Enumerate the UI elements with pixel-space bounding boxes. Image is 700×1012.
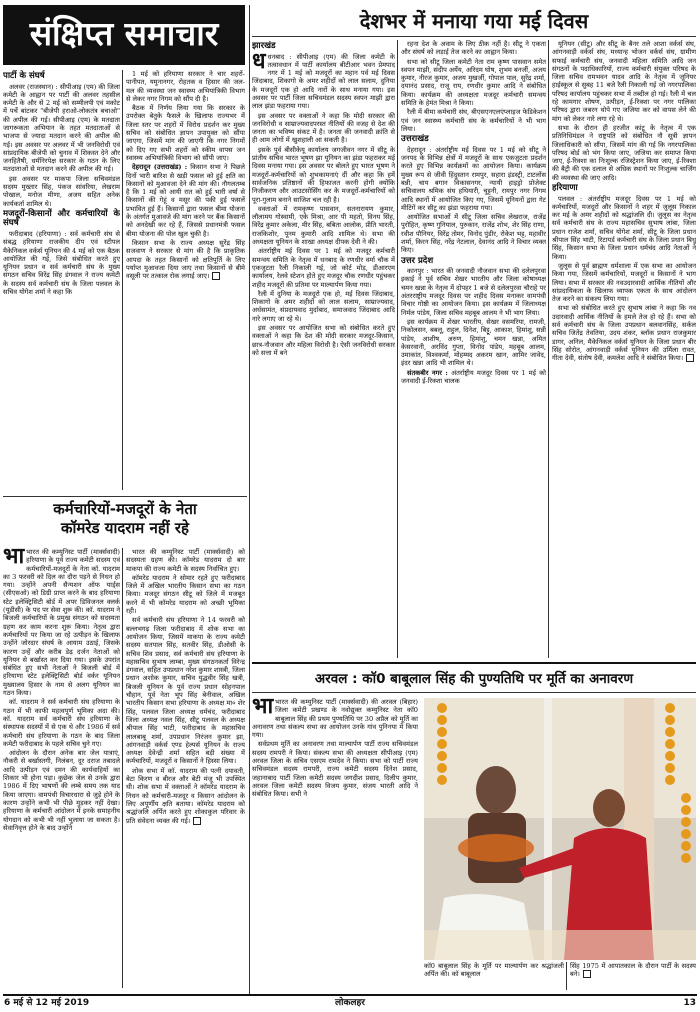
column-divider bbox=[566, 962, 567, 990]
masthead-title: संक्षिप्त समाचार bbox=[29, 14, 219, 53]
column-divider bbox=[397, 40, 398, 658]
main-col2-text6: कानपुर : भारत की जनवादी नौजवान सभा की दलेलपुरवा इकाई ने पूर्व सचिव शेखर भारतीय और जिला कोषाध्यक्ष चमन खन्ना के नेतृत्व में दोपहर 1 बजे से दलेलपुरवा चौराहे पर अंतरराष्ट्रीय मजदूर दिवस पर शहीद दिवस मनाकर वामपंथी विचार गोष्ठी का आयोजन किया। इस कार्यक्रम में जिलाध्यक्ष निर्मल पांडेय, जिला सचिव महबूब आलम ने भी भाग लिया। bbox=[401, 267, 546, 317]
brief-item2-text: फरीदाबाद (हरियाणा) : सर्व कर्मचारी संघ से संबद्ध हरियाणा राजकीय दीप एवं स्टीपल मैकेनिकल वर्कर्स यूनियन की 4 मई को एक बैठक आयोजित की गई, जिसे संबोधित करते हुए यूनियन प्रधान व सर्व कर्मचारी संघ के मुख्य संगठन सचिव विरेंद्र सिंह डंगवाल ने राज्य कमेटी के सदस्य सर्व कर्मचारी संघ के जिला पलवल के सचिव योगेश शर्मा ने कहा कि bbox=[3, 229, 120, 297]
yadram-headline-line1: कर्मचारियों-मजदूरों के नेता bbox=[53, 500, 197, 518]
arwal-top-rule bbox=[252, 662, 696, 664]
footer-paper-name: लोकलहर bbox=[335, 998, 365, 1008]
main-place-uttarakhand: उत्तराखंड bbox=[401, 134, 429, 145]
brief-column-1 bbox=[3, 70, 120, 490]
main-col1-text6: रैली में दुनिया के मजदूरो एक हो, मई दिवस जिंदाबाद, शिकागो के अमर शहीदों को लाल सलाम, साम्राज्यवाद, अर्धसामंत, संप्रदायवाद मुर्दाबाद, समाजवाद जिंदाबाद आदि नारे लगाए जा रहे थे। bbox=[252, 289, 395, 323]
column-divider bbox=[122, 70, 123, 490]
arwal-caption1-text: कॉ0 बाबूलाल सिंह के मूर्ति पर माल्यार्पण कर श्रद्धांजली अर्पित की। कॉ बाबूलाल bbox=[424, 962, 564, 979]
arwal-text2: सर्वप्रथम मूर्ति का अनावरण तथा माल्यार्पण पार्टी राज्य सचिवमंडल सदस्य रामपरी ने किया। संकल्प सभा की अध्यक्षता सीपीआइ (एम) अरवल जिला के सचिव एसएम रामदेव ने किया। सभा को पार्टी राज्य सचिवमंडल सदस्य रामपरी, राज्य कमेटी सदस्य दिनेश प्रसाद, जहानाबाद पार्टी जिला कमेटी सदस्य जगदीश प्रसाद, दिलीप कुमार, अरवल जिला कमेटी सदस्य विजय कुमार, संजय भारती आदि ने संबोधित किया। सभी ने bbox=[252, 740, 418, 799]
yadram-column-2 bbox=[126, 548, 245, 994]
main-col3-text1: यूनियन (सीटू) और सीटू के बैनर तले आशा वर्कर्स संघ, आंगनवाड़ी वर्कर्स संघ, मध्यान्ह भोजन वर्कर्स संघ, ग्रामीण सफाई कर्मचारी संघ, जनवादी महिला समिति आदि जन संगठनों के पदाधिकारियों, राज्य कर्मचारी संयुक्त परिषद के जिला सचिव रामभवन यादव आदि के नेतृत्व में जूनियर हाईस्कूल से सुबह 11 बजे रैली निकाली गई जो नगरपालिका परिषद कार्यालय पहुंचकर सभा में तब्दील हो गई। रैली में चल रहे कामगार शोषण, उत्पीड़न, ई-रिक्शा पर नगर पालिका परिषद द्वारा जबरन थोपे गए जजिया कर को वापस लेने की मांग को लेकर नारे लगा रहे थे। bbox=[552, 40, 696, 123]
section-divider bbox=[3, 496, 247, 497]
main-headline: देशभर में मनाया गया मई दिवस bbox=[359, 9, 589, 33]
main-col1-text4: वक्ताओं में रामकृष्ण पासवान, सतनारायण कुमार, लौलामय गोस्वामी, एके मिश्रा, आर पी महतो, विनय सिंह, विरेंद्र कुमार अकेला, मीर सिंह, बबिता आलोक, प्रीति भारती, राजकिशोर, पूनम कुमारी आदि शामिल थे। सभा की अध्यक्षता यूनियन के शाखा अध्यक्ष दीपक देवी ने की। bbox=[252, 204, 395, 247]
main-col3-text4: जुलूस से पूर्व ब्राह्मण धर्मशाला में एक सभा का आयोजन किया गया, जिसमें कर्मचारियों, मजदूरों व किसानों ने भाग लिया। सभा में सरकार की नवउदारवादी आर्थिक नीतियों और सांप्रदायिकता के खिलाफ व्यापक एकता के साथ आंदोलन तेज करने का संकल्प लिया गया। bbox=[552, 261, 696, 304]
yadram-col2: भारत की कम्युनिस्ट पार्टी (मार्क्सवादी) को सदस्यता ग्रहण की। कॉमरेड यादराम दो बार माकपा की राज्य कमेटी के सदस्य निर्वाचित हुए। bbox=[126, 548, 245, 573]
headline-rule bbox=[252, 36, 696, 37]
brief2-text1: 1 मई को हरियाणा सरकार ने चार शहरों-पानीपत, यमुनानगर, रोहतक व हिसार की जल-मल की व्यवस्था जन स्वास्थ्य अभियांत्रिकी विभाग से लेकर नगर निगम को सौंप दी है। bbox=[126, 70, 245, 103]
arwal-headline: अरवल : कॉ0 बाबूलाल सिंह की पुण्यतिथि पर मूर्ति का अनावरण bbox=[314, 671, 634, 687]
end-mark-icon bbox=[193, 817, 201, 825]
yadram-col1c: आंदोलन के दौरान अनेक बार जेल यात्राएं, नौकरी से बर्खास्तगी, निलंबन, दूर दराज तबादले आदि उत्पीड़न एवं दमन की कार्यवाहियों का शिकार भी होना पड़ा। कुछेक जेल से उनके द्वारा 1986 में दिए भाषणों की लम्बे समय तक याद किया जाएगा। वामपंथी विचारधारा से जुड़े होने के कारण उन्होंने कभी भी पीछे मुड़कर नहीं देखा। हरियाणा के कर्मचारी आंदोलन में इनके समाहनीय योगदान को कभी भी नहीं भुलाया जा सकता है। सेवानिवृत्त होने के बाद उन्होंने bbox=[3, 749, 120, 832]
arwal-caption-2 bbox=[570, 962, 696, 992]
arwal-headline-rule bbox=[252, 692, 696, 693]
arwal-caption2-text: सिंह 1975 में आपातकाल के दौरान पार्टी के सदस्य बने। bbox=[570, 962, 696, 979]
left-section-divider bbox=[249, 5, 250, 995]
main-place-santkabir: संतकबीर नगर : bbox=[407, 368, 448, 377]
arwal-dropcap: भा bbox=[252, 698, 274, 719]
brief-item1-heading: पार्टी के संघर्ष bbox=[3, 71, 45, 81]
yadram-col2b: कॉमरेड यादराम ने सोमार रहते हुए फरीदाबाद जिले में अखिल भारतीय किसान सभा का गठन किया। मजदूर संगठन सीटू को जिले में मजबूत करने में भी कॉमरेड यादराम को अच्छी भूमिका रही। bbox=[126, 573, 245, 616]
footer-date: 6 मई से 12 मई 2019 bbox=[4, 998, 90, 1008]
main-col3-text5: सभा को संबोधित करते हुए सुभाष लांबा ने कहा कि नव उदारवादी आर्थिक नीतियों के हमले तेज हो रहे हैं। सभा को सर्व कर्मचारी संघ के जिला उपप्रधान बलवानसिंह, सर्कल सचिव जितेंद्र तेवतिया, उदय शंकर, ब्लॉक प्रधान राजकुमार डागर, अनिल, मैकेनिकल वर्कर्स यूनियन के जिला प्रधान बीर सिंह सोरोत, आंगनवाड़ी वर्कर्स यूनियन की उर्मिला रावत, गीता देवी, संतोष देवी, कमलेश आदि ने संबोधित किया। bbox=[552, 304, 696, 363]
yadram-headline-box bbox=[3, 500, 247, 542]
main-col1-text2: इस अवसर पर वक्ताओं ने कहा कि मोदी सरकार की जनविरोधी व साम्राज्यवादपरस्त नीतियों की वजह से देश की जनता का भविष्य संकट में है। जनता की जनवादी क्रांति से ही आम लोगों में खुशहाली आ सकती है। bbox=[252, 111, 395, 145]
brief2-text2: बैठक में निर्णय लिया गया कि सरकार के उपरोक्त बेतुके फैसले के खिलाफ राज्यभर में जिला स्तर पर शहरों में विरोध प्रदर्शन कर मुख्य सचिव को संबोधित ज्ञापन उपायुक्त को सौंपा जाएगा, जिसमें मांग की जाएगी कि नगर निगमों को दिए गए सभी शहरों को स्कीम वापस जन स्वास्थ्य अभियांत्रिकी विभाग को सौंपी जाए। bbox=[126, 104, 245, 162]
main-column-3 bbox=[552, 40, 696, 660]
main-col2-text4: देहरादून : अंतर्राष्ट्रीय मई दिवस पर 1 मई को सीटू ने जनपद के विभिन्न क्षेत्रों में मजदूरों के साथ एकजुटता प्रदर्शन करते हुए विभिन्न कार्यक्रमों का आयोजन किया। कार्यक्रम मुख्य रूप से जीवी हिंदुस्तान रामपुर, सहारा इंडस्ट्री, टाटलोंस बन्नी, चाय बगान विकासनगर, न्यायी हाइड्रो प्रोजेक्ट सचिवालय श्रमिक संघ हथियारी, चुट्टनी, रायपुर नगर निगम आदि स्थानों में आयोजित किए गए, जिसमें यूनियनों द्वारा गेट मीटिंगें कर सीटू का झंडा फहराया गया। bbox=[401, 145, 546, 212]
end-mark-icon bbox=[583, 970, 591, 978]
main-col1-text7: इस अवसर पर आयोजित सभा को संबोधित करते हुए वक्ताओं ने कहा कि देश की मोदी सरकार मजदूर-किसान, छात्र-नौजवान और महिला विरोधी है। ऐसी जनविरोधी सरकार को सत्ता में बने bbox=[252, 324, 395, 357]
yadram-col1-text: भारत की कम्युनिस्ट पार्टी (मार्क्सवादी) हरियाणा के पूर्व राज्य कमेटी सदस्य एवं कर्मचारियों-मजदूरों के नेता कॉ. यादराम का 3 फरवरी को दिल का दौरा पड़ने से निधन हो गया। उन्होंने अपनी सैन्यशन ऑफ यार्ड्स (सीएसओ) को डिग्री प्राप्त करने के बाद हरियाणा स्टेट इलेक्ट्रिसिटी बोर्ड में अपर डिविजनल क्लर्क (यूडीसी) के पद पर सेवा शुरू की। कॉ. यादराम ने बिजली कर्मचारियों के प्रमुख संगठन को सदस्यता ग्रहण कर काम करना शुरू किया। नेतृत्व द्वारा कर्मचारियों पर किया जा रहे उत्पीड़न के खिलाफ उन्होंने जोरदार संघर्ष के आयाम उठाई, जिसके कारण उन्हें और करीब डेढ़ दर्जन नेताओं को यूनियन से बर्खास्त कर दिया गया। इसके उपरांत संबंधित हुए सभी नेताओं ने बिजली बोर्ड में हरियाणा स्टेट इलेक्ट्रिसिटी बोर्ड वर्कर यूनियन मुख्यालय हिसार के नाम से अलग यूनियन का गठन किया। bbox=[3, 548, 120, 698]
column-divider bbox=[548, 40, 549, 658]
brief-item2-heading: मजदूरों-किसानों और कर्मचारियों के संघर्ष bbox=[3, 208, 120, 229]
masthead-box bbox=[3, 5, 245, 65]
end-mark-icon bbox=[212, 272, 220, 280]
main-col3-text2: सभा के दौरान ही हरजीत कांटू के नेतृत्व में एक प्रतिनिधिमंडल ने राष्ट्रपति को संबोधित नौ सूत्री ज्ञापन जिलाधिकारी को सौंपा, जिसमें मांग की गई कि नगरपालिका परिषद बोर्ड को भंग किया जाए, जजिया कर समाप्त किया जाए, ई-रिक्शा का निःशुल्क रजिस्ट्रेशन किया जाए, ई-रिक्शा की बैट्री की एक दलाल से अधिक स्थानों पर निःशुल्क चार्जिंग की व्यवस्था की जाए आदि। bbox=[552, 123, 696, 182]
main-col2-text1: रहना देश के अवाम के लिए ठीक नहीं है। सीटू ने एकता और संघर्ष को लड़ाई तेज करने का आह्वान किया। bbox=[401, 40, 546, 57]
yadram-col2d: शोक सभा में कॉ. यादराम की पत्नी दयावती, बेटा किरण व बीरज और बेटी मंजू भी उपस्थित थी। शोक सभा में वक्ताओं ने कॉमरेड यादराम के निधन को कर्मचारी-मजदूर व किसान आंदोलन के लिए अपूर्णीय क्षति बताया। कॉमरेड यादराम को श्रद्धांजलि अर्पित करते हुए शोकाकुल परिवार के प्रति संवेदना व्यक्त की गई। bbox=[126, 766, 245, 825]
main-column-2 bbox=[401, 40, 546, 660]
main-col2-text8: अंतर्राष्ट्रीय मजदूर दिवस पर 1 मई को जनवादी ई-रिक्शा चालक bbox=[401, 368, 546, 385]
column-divider bbox=[122, 548, 123, 988]
arwal-column-text bbox=[252, 698, 418, 988]
main-col1-text3: इसके पूर्व बीसीकेयू कार्यालय जगजीवन नगर में सीटू के प्रांतीय सचिव भारत भूषण झा यूनियन का झंडा फहराकर मई दिवस मनाया गया। इस अवसर पर बोलते हुए भारत भूषण ने मजदूरों-कर्मचारियों को शुभकामनाएं दीं और कहा कि हमें सार्वजनिक प्रतिष्ठानों की हिफाजत करनी होगी क्योंकि निजीकरण और आउटसोर्सिंग कर के मजदूरों-कर्मचारियों को पूरा-गुलाम बनाने साजिश चल रही है। bbox=[252, 145, 395, 204]
brief-item1-text2: इस अवसर पर माकपा जिला सचिवमंडल सदस्य मुख्तार सिंह, पंकज सांवरिया, लेखराम पोखाल, मनोज मीणा, अजय सहित अनेक कार्यकर्ता शामिल थे। bbox=[3, 174, 120, 208]
brief-item1-text: अलवर (राजस्थान) : सीपीआइ (एम) की जिला कमेटी के आह्वान पर पार्टी की अलवर तहसील कमेटी के और से 2 मई को सम्मीलपी एवं मकोट में पर्चे बांटकर "बीजेपी हराओ-लोकतंत्र बचाओ" की अपील की गई। सीपीआइ (एम) के मतदाता जागरूकता अभियान के तहत मतदाताओं से भाजपा से ज्यादा मतदान करने की अपील की गई। इस अवसर पर अलवर में भी जनविरोधी एवं सांप्रदायिक बीजेपी को चुनाव में शिकस्त देने और जनहितैषी, धर्मनिरपेक्ष सरकार के गठन के लिए मतदाताओं से मतदान करने की अपील की गई। bbox=[3, 82, 120, 174]
arwal-caption-1 bbox=[424, 962, 564, 992]
main-col2-text2: सभा को सीटू जिला कमेटी नेता राम कृष्ण पासवान समेत स्वपन माझी, संदीप अर्येय, अरिदम घोष, शुभम बनर्जी, अजय कुमार, नीरज कुमार, अजय मुखर्जी, गोपाल पाल, सुरेंद्र शर्मा, दयानंद प्रसाद, राजू राय, रणधीर कुमार आदि ने संबोधित किया। कार्यक्रम की अध्यक्षता मजदूर कर्मचारी समन्वय समिति के हेमंत मिश्रा ने किया। bbox=[401, 57, 546, 108]
main-column-1 bbox=[252, 40, 395, 660]
brief2-text3: किसान सभा ने पिछले दिनों भारी बारिश से खड़ी फसल को हुई क्षति का किसानों को मुआवजा देने की मांग की। नौगलतम्ब है कि 1 मई को आयी रात को हुई भारी वर्षा से किसानों की गेहूं व मसूर की पकी हुई फसलें प्रभावित हुई हैं। किसानों द्वारा फसल बीमा योजना के अंतर्गत मुआवजे की मांग करने पर बैंक किसानों को अनदेखी कर रहे हैं, जिससे प्रधानमंत्री फसल बीमा योजना की पोल खुल चुकी है। bbox=[126, 163, 245, 238]
footer-page-number: 13 bbox=[683, 998, 696, 1008]
end-mark-icon bbox=[686, 354, 694, 362]
yadram-headline-line2: कॉमरेड यादराम नहीं रहे bbox=[60, 519, 190, 537]
main-place-jharkhand: झारखंड bbox=[252, 41, 276, 51]
arwal-text1: भारत की कम्युनिस्ट पार्टी (मार्क्सवादी) की अरवल (बिहार) जिला कमेटी प्रखण्ड के नवोद्युक्त कम्युनिस्ट नेता कॉ0 बाबूलाल सिंह की प्रथम पुण्यतिथि पर 30 अप्रैल को मूर्ति का अनावरण तथा संकल्प सभा का आयोजन उनके गांव पुनिनया में किया गया। bbox=[252, 698, 418, 740]
main-dropcap: ध bbox=[252, 48, 266, 74]
statue-photo-illustration bbox=[424, 698, 696, 960]
brief-column-2 bbox=[126, 70, 245, 492]
statue-photo bbox=[424, 698, 696, 960]
footer-rule bbox=[3, 994, 697, 996]
main-place-up: उत्तर प्रदेश bbox=[401, 255, 434, 266]
main-col3-text3: पलवल : अंतर्राष्ट्रीय मजदूर दिवस पर 1 मई को कर्मचारियों, मजदूरों और किसानों ने शहर में जुलूस निकाल कर मई के अमर शहीदों को श्रद्धांजलि दी। जुलूस का नेतृत्व सर्व कर्मचारी संघ के राज्य महासचिव सुभाष लांबा, जिला प्रधान राजेश शर्मा, सचिव योगेश शर्मा, सीटू के जिला प्रधान श्रीपाल सिंह भाटी, रिटायर्ड कर्मचारी संघ के जिला प्रधान बिधु सिंह, किसान सभा के जिला प्रधान धर्मचंद आदि नेताओं ने किया। bbox=[552, 194, 696, 261]
brief2-text4: किसान सभा के राज्य अध्यक्ष सुरेंद्र सिंह सजवाण ने सरकार से मांग की है कि प्राकृतिक आपदा के तहत किसानों को क्षतिपूर्ति के लिए पर्याप्त मुआवजा दिया जाए तथा किसानों से बीमे वसूली पर तत्काल रोक लगाई जाए। bbox=[126, 238, 245, 281]
main-col2-text7: इस कार्यक्रम में शेखर भारतीय, सेखर वसमरिया, रामजी, निकोलसन, बबलू, राहुल, दिनेश, बिट्टू, आकाश, हिमांशु, सन्नी पांडेय, आशीष, अरुण, हिमांशु, चमन खन्ना, अमित केसरवानी, अरविंद गुप्ता, विनोद पांडेय, महबूब आलम, उमाकांत, विश्वकर्मा, मोहम्मद अकरम खान, आमिर जावेद, इंदर खन्ना आदि भी शामिल थे। bbox=[401, 317, 546, 368]
yadram-dropcap: भा bbox=[3, 548, 25, 569]
main-place-haryana: हरियाणा bbox=[552, 183, 578, 194]
yadram-col1b: कॉ. यादराम ने सर्व कर्मचारी संघ हरियाणा के गठन में भी काफी महत्वपूर्ण भूमिका अदा की। कॉ. यादराम सर्व कर्मचारी संघ हरियाणा के संस्थापक सदस्यों में से एक थे और 1986 में सर्व कर्मचारी संघ हरियाणा के गठन के बाद जिला कमेटी फरीदाबाद के पहले सचिव चुने गए। bbox=[3, 698, 120, 748]
main-col2-text5: आयोजित सभाओं में सीटू जिला सचिव लेखराज, राजेंद्र पुरोहित, कृष्ण गुनियाल, पुरुकान, राजेंद्र शोभ, शेर सिंह राणा, रवीश पौनियर, विरेंद्र तोमर, विनोद पुंडीर, रोकेश भट्ट, महावीर शर्मा, किरन सिंह, नरेंद्र नेटलाल, देवानंद आदि ने विचार व्यक्त किए। bbox=[401, 213, 546, 255]
brief2-place: देहरादून (उत्तराखंड) : bbox=[132, 163, 188, 172]
yadram-col2c: सर्व कर्मचारी संघ हरियाणा ने 14 फरवरी को बल्लभगढ़ जिला फरीदाबाद में शोक सभा का आयोजन किया, जिसमें माकपा के राज्य कमेटी सदस्य सतपाल सिंह, सतवीर सिंह, डीओसी के सचिव शिव प्रसाद, सर्व कर्मचारी संघ हरियाणा के महासचिव सुभाष लाम्बा, मुख्य संगठनकर्ता विरेन्द्र डंगवाल, सहित उपप्रधान नरेश कुमार शास्त्री, जिला प्रधान अशोक कुमार, सचिव युद्धवीर सिंह खत्री, बिजली यूनियन के पूर्व राज्य प्रधान सोहनपाल चौहान, पूर्व नेता भूप सिंह बेनीवाल, अखिल भारतीय किसान सभा हरियाणा के अध्यक्ष मा० शेर सिंह, पलवल जिला अध्यक्ष धर्मचंद, फरीदाबाद जिला अध्यक्ष नवल सिंह, सीटू पलवल के अध्यक्ष श्रीपाल सिंह भाटी, फरीदाबाद के महासचिव लालबाबू शर्मा, उपप्रधान निरंजन कुमार झा, आंगनवाड़ी वर्कर्स एण्ड हेल्पर्स यूनियन के राज्य अध्यक्ष देवेन्द्री शर्मा सहित बड़ी संख्या में कर्मचारियों, मजदूरों व किसानों ने हिस्सा लिया। bbox=[126, 616, 245, 766]
main-col2-text3: रैली में बीमा कर्मचारी संघ, बीएसएनएलएंप्लाइज फेडिकेशन एवं जन स्वास्थ्य कर्मचारी संघ के कर्मचारियों ने भी भाग लिया। bbox=[401, 108, 546, 133]
main-col1-text1: धनबाद : सीपीआइ (एम) की जिला कमेटी के तत्वावधान में पार्टी कार्यालय बीटीआर भवन प्रेमपाद नगर में 1 मई को मजदूरों का महान पर्व मई दिवस जिंदाबाद, शिकागो के अमर शहीदों को लाल सलाम, दुनिया के मजदूरों एक हो आदि नारों के साथ मनाया गया। इस अवसर पर पार्टी जिला सचिवमंडल सदस्य स्वपन माझी द्वारा लाल झंडा फहराया गया। bbox=[252, 52, 395, 111]
main-col1-text5: अंतर्राष्ट्रीय मई दिवस पर 1 मई को मजदूर कर्मचारी समन्वय समिति के नेतृत्व में धनबाद के रणधीर वर्मा चौक में एकजुटता रैली निकाली गई, जो कोर्ट मोड़, डीआरएम कार्यालय, रेलवे स्टेशन होते हुए मजदूर चौक रणधीर पहुंचकर शहीद मजदूरों की प्रतिमा पर माल्यार्पण किया गया। bbox=[252, 247, 395, 289]
yadram-column-1 bbox=[3, 548, 120, 994]
